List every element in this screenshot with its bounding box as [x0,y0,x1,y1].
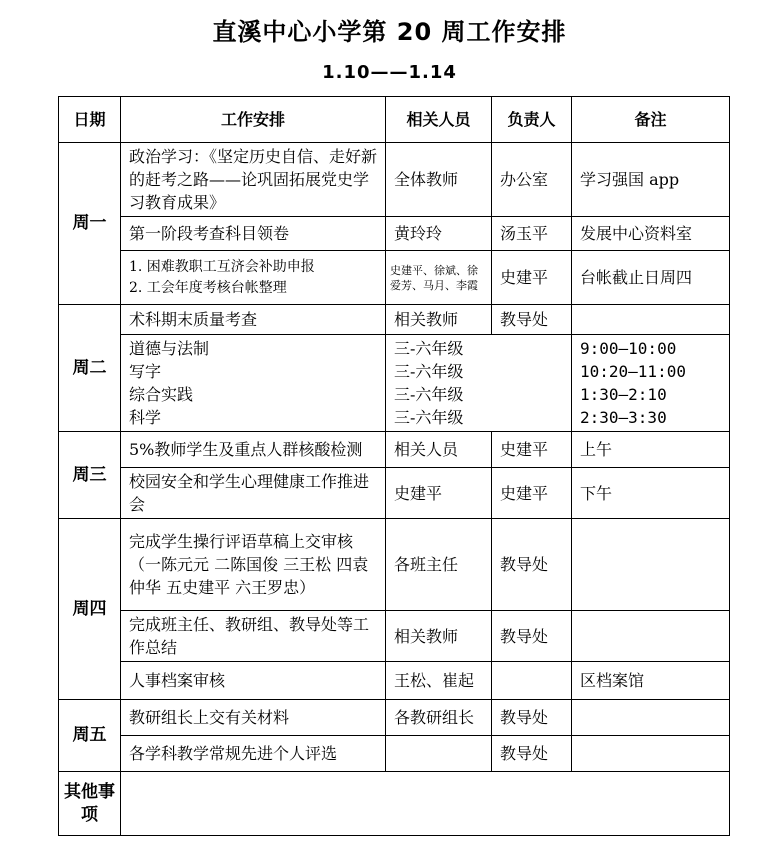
header-owner: 负责人 [492,97,572,143]
page-title: 直溪中心小学第 20 周工作安排 [212,18,567,46]
day-wednesday: 周三 [59,432,121,519]
owner-cell: 教导处 [492,611,572,662]
note-cell: 台帐截止日周四 [572,251,730,305]
people-cell: 各班主任 [386,519,492,611]
owner-cell: 办公室 [492,143,572,217]
other-content [121,772,730,836]
date-range: 1.10——1.14 [322,62,457,83]
header-work: 工作安排 [121,97,386,143]
day-friday: 周五 [59,700,121,772]
grade-item: 三-六年级 [394,408,464,427]
header-date: 日期 [59,97,121,143]
day-tuesday: 周二 [59,305,121,432]
people-cell: 全体教师 [386,143,492,217]
table-row [59,772,730,836]
table-row [59,335,730,432]
time-item: 9:00—10:00 [580,339,677,358]
subject-item: 综合实践 [129,385,194,404]
time-item: 2:30—3:30 [580,408,667,427]
work-line: 2. 工会年度考核台帐整理 [129,279,287,296]
subjects-cell [121,335,386,432]
note-cell: 上午 [572,432,730,468]
table-row [59,700,730,736]
subject-item: 道德与法制 [129,339,210,358]
owner-cell: 教导处 [492,700,572,736]
grade-item: 三-六年级 [394,362,464,381]
work-cell: 第一阶段考查科目领卷 [121,217,386,251]
note-cell: 发展中心资料室 [572,217,730,251]
work-cell: 术科期末质量考查 [121,305,386,335]
table-row [59,217,730,251]
other-label: 其他事项 [59,772,121,836]
work-cell: 5%教师学生及重点人群核酸检测 [121,432,386,468]
grades-cell [386,335,572,432]
people-cell: 黄玲玲 [386,217,492,251]
owner-cell: 教导处 [492,519,572,611]
grade-item: 三-六年级 [394,385,464,404]
owner-cell: 史建平 [492,432,572,468]
owner-cell: 史建平 [492,468,572,519]
table-row [59,736,730,772]
table-row [59,432,730,468]
table-row [59,251,730,305]
day-monday: 周一 [59,143,121,305]
owner-cell: 史建平 [492,251,572,305]
table-row [59,519,730,611]
time-item: 1:30—2:10 [580,385,667,404]
note-cell: 下午 [572,468,730,519]
table-row [59,468,730,519]
times-cell [572,335,730,432]
owner-cell: 汤玉平 [492,217,572,251]
note-cell: 区档案馆 [572,662,730,700]
note-cell [572,700,730,736]
note-cell [572,305,730,335]
grade-item: 三-六年级 [394,339,464,358]
people-cell: 王松、崔起 [386,662,492,700]
work-cell: 校园安全和学生心理健康工作推进会 [121,468,386,519]
people-cell: 相关教师 [386,611,492,662]
people-cell [386,736,492,772]
table-row [59,305,730,335]
work-cell [121,251,386,305]
subject-item: 写字 [129,362,162,381]
table-row [59,662,730,700]
people-cell: 各教研组长 [386,700,492,736]
header-row [59,97,730,143]
schedule-table [58,96,730,836]
work-cell: 完成学生操行评语草稿上交审核（一陈元元 二陈国俊 三王松 四袁仲华 五史建平 六王罗忠） [121,519,386,611]
people-cell: 史建平 [386,468,492,519]
people-cell: 相关人员 [386,432,492,468]
note-cell [572,736,730,772]
note-cell [572,519,730,611]
owner-cell [492,662,572,700]
header-note: 备注 [572,97,730,143]
subject-item: 科学 [129,408,162,427]
owner-cell: 教导处 [492,305,572,335]
note-cell [572,611,730,662]
people-cell: 相关教师 [386,305,492,335]
table-row [59,143,730,217]
time-item: 10:20—11:00 [580,362,686,381]
work-cell: 教研组长上交有关材料 [121,700,386,736]
work-cell: 政治学习：《坚定历史自信、走好新的赶考之路——论巩固拓展党史学习教育成果》 [121,143,386,217]
day-thursday: 周四 [59,519,121,700]
work-cell: 各学科教学常规先进个人评选 [121,736,386,772]
owner-cell: 教导处 [492,736,572,772]
header-people: 相关人员 [386,97,492,143]
table-row [59,611,730,662]
people-cell: 史建平、徐斌、徐爱芳、马月、李霞 [386,251,492,305]
note-cell: 学习强国 app [572,143,730,217]
work-cell: 完成班主任、教研组、教导处等工作总结 [121,611,386,662]
work-line: 1. 困难教职工互济会补助申报 [129,258,315,275]
work-cell: 人事档案审核 [121,662,386,700]
